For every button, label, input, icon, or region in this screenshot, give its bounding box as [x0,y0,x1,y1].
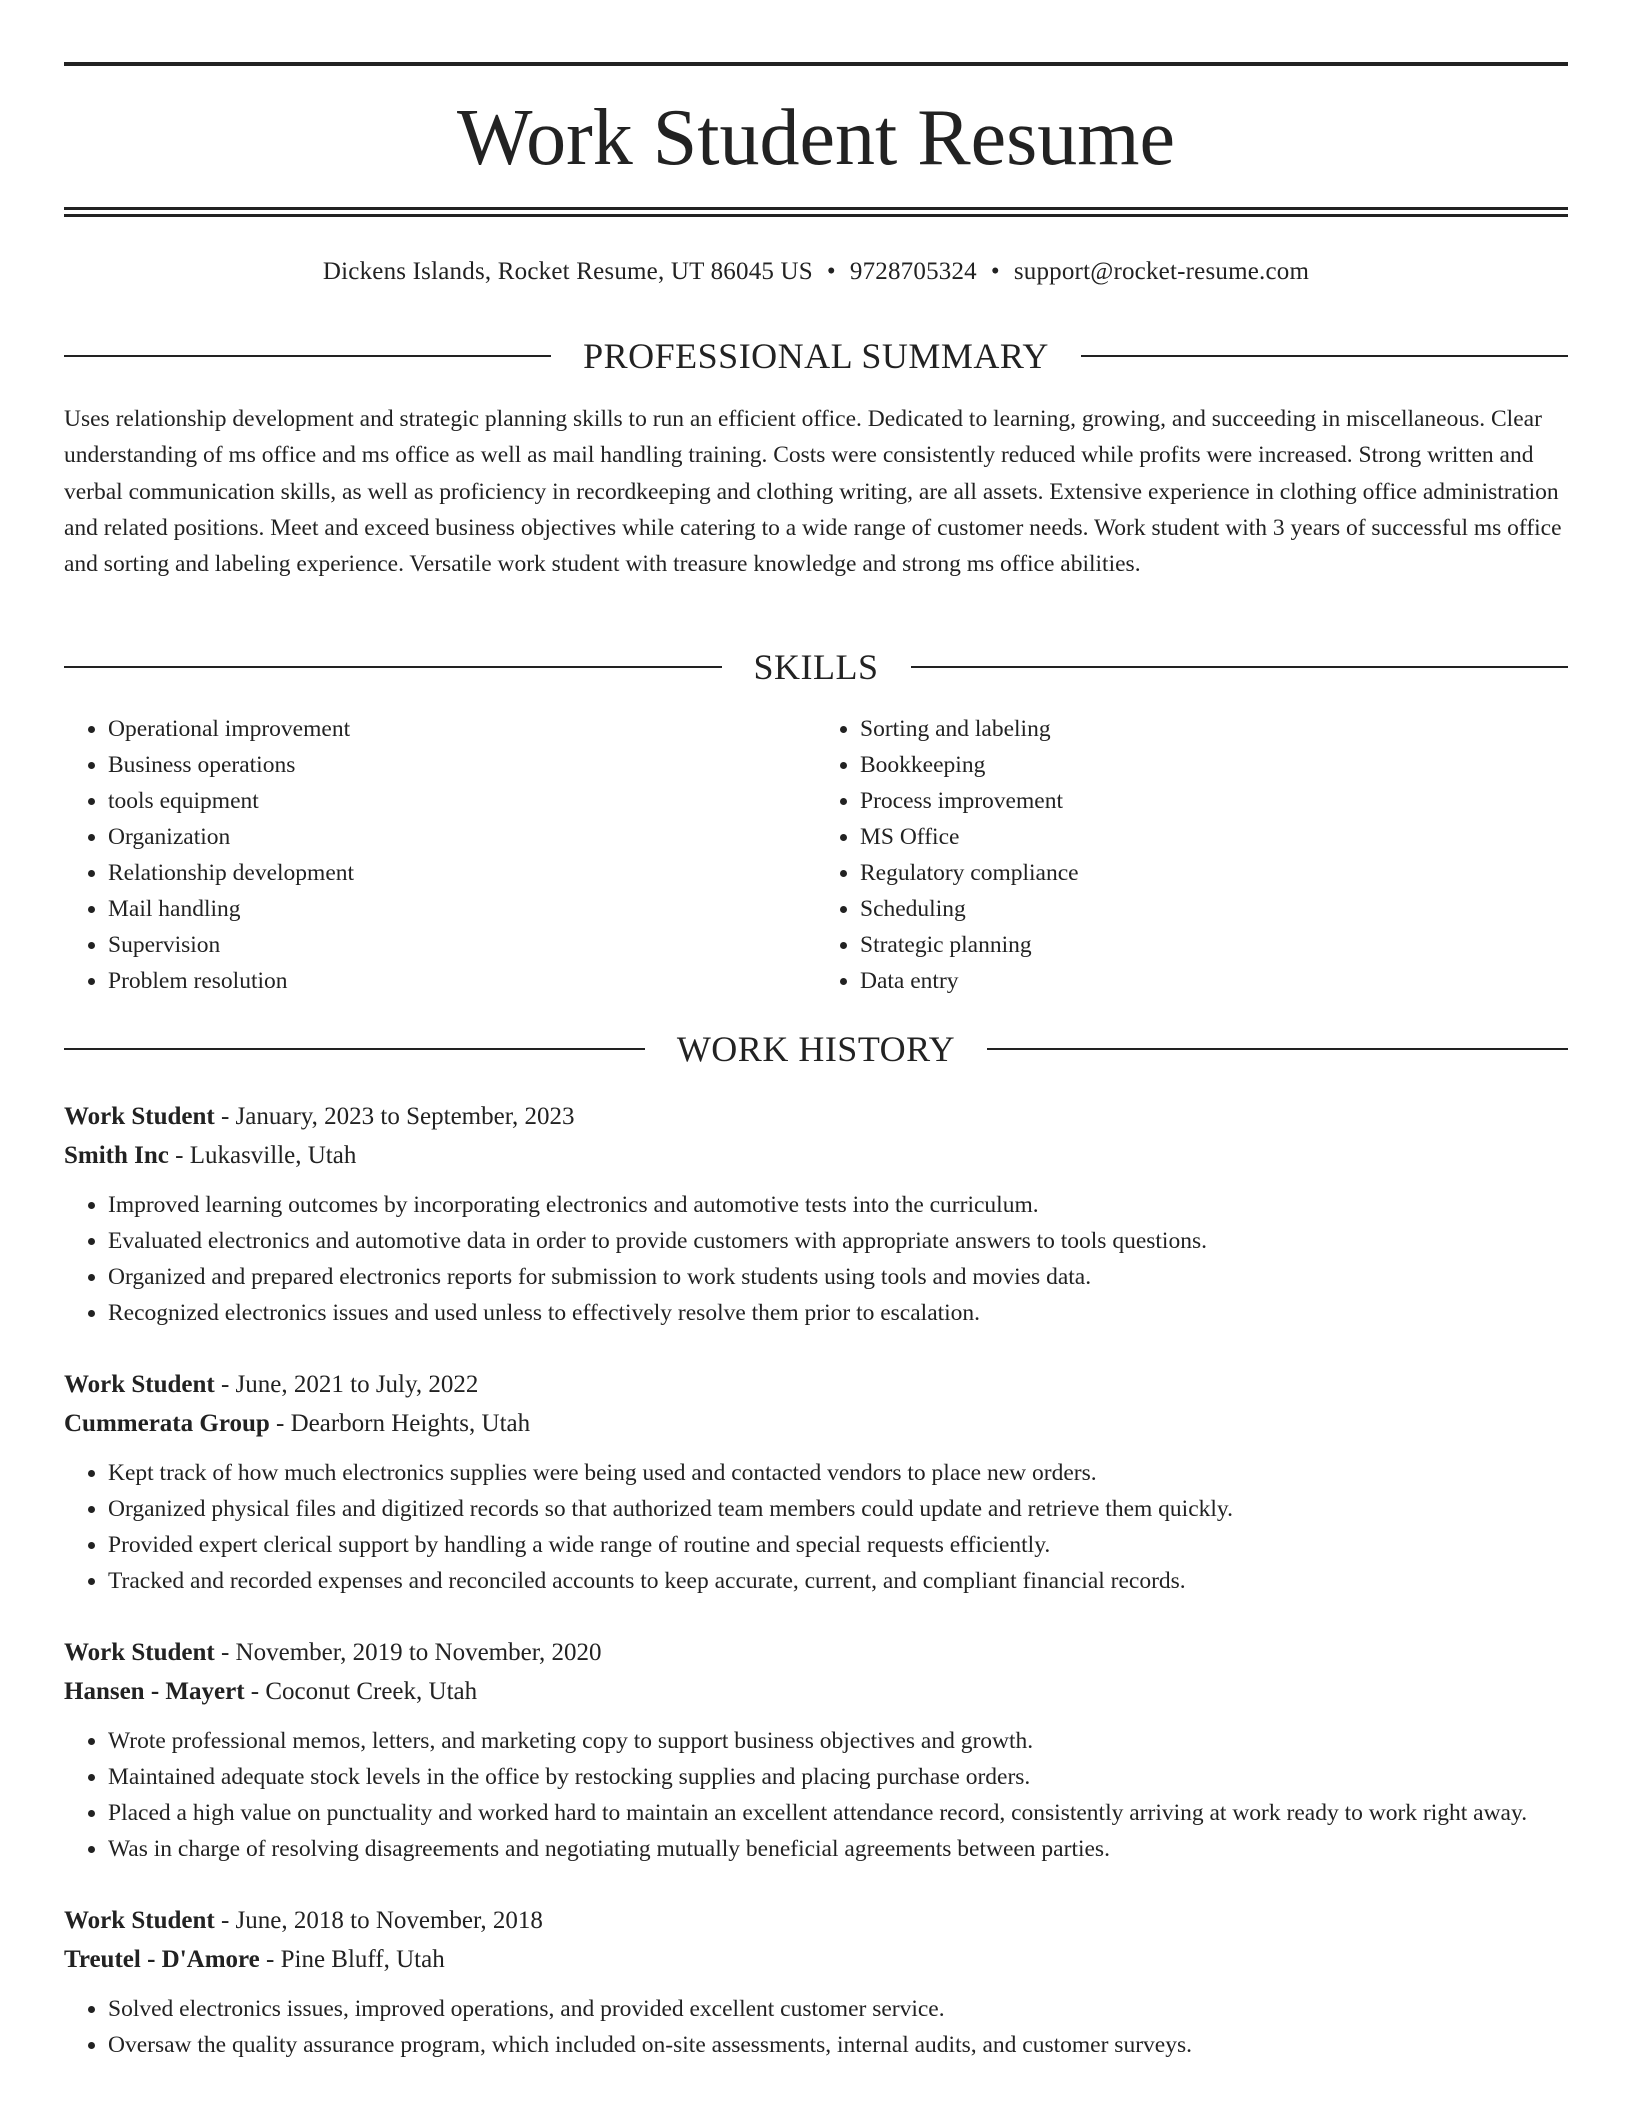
skill-item: • Sorting and labeling [860,711,1568,747]
contact-email: support@rocket-resume.com [1013,258,1310,285]
job-entry [64,1097,1568,1331]
contact-separator: • [990,258,1000,285]
job-title-line [64,1901,1568,1940]
job-location: - Coconut Creek, Utah [244,1678,478,1705]
job-bullet: • Solved electronics issues, improved operations, and provided excellent customer service. [108,1991,1568,2027]
job-entry [64,1365,1568,1599]
job-bullet: • Organized physical files and digitized records so that authorized team members could update and retrieve them quickly. [108,1491,1568,1527]
skill-item: • Operational improvement [108,711,816,747]
heading-rule [1081,355,1568,357]
job-company: Cummerata Group [64,1410,270,1437]
job-company: Treutel - D'Amore [64,1946,260,1973]
skill-item: • Process improvement [860,783,1568,819]
job-bullet: • Evaluated electronics and automotive data in order to provide customers with appropriate answers to tools questions. [108,1223,1568,1259]
job-entry [64,1901,1568,2063]
heading-rule [987,1048,1568,1050]
double-rule [64,207,1568,217]
job-bullets [64,1455,1568,1599]
job-bullet: • Kept track of how much electronics supplies were being used and contacted vendors to place new orders. [108,1455,1568,1491]
heading-rule [64,666,722,668]
contact-address: Dickens Islands, Rocket Resume, UT 86045 US [322,258,813,285]
skill-item: • Scheduling [860,891,1568,927]
skills-column-left [64,711,816,999]
job-company: Hansen - Mayert [64,1678,245,1705]
skill-item: • Data entry [860,963,1568,999]
job-bullet: • Was in charge of resolving disagreements and negotiating mutually beneficial agreements between parties. [108,1831,1568,1867]
skill-item: • tools equipment [108,783,816,819]
contact-separator: • [826,258,836,285]
job-dates: - November, 2019 to November, 2020 [214,1639,602,1666]
job-location: - Dearborn Heights, Utah [269,1410,531,1437]
job-bullet: • Improved learning outcomes by incorporating electronics and automotive tests into the curriculum. [108,1187,1568,1223]
skill-item: • Problem resolution [108,963,816,999]
heading-rule [64,1048,645,1050]
job-company-line [64,1404,1568,1443]
work-history-list [64,1097,1568,2097]
job-bullets [64,1187,1568,1331]
job-bullet: • Placed a high value on punctuality and worked hard to maintain an excellent attendance record, consistently arriving at work ready to work right away. [108,1795,1568,1831]
skills-heading [64,645,1568,689]
job-bullet: • Oversaw the quality assurance program, which included on-site assessments, internal audits, and customer surveys. [108,2027,1568,2063]
skill-item: • Strategic planning [860,927,1568,963]
resume-title: Work Student Resume [457,94,1175,182]
skill-item: • Organization [108,819,816,855]
summary-heading-text: PROFESSIONAL SUMMARY [583,336,1049,376]
job-entry [64,1633,1568,1867]
heading-rule [911,666,1569,668]
job-company-line [64,1672,1568,1711]
job-title-line [64,1365,1568,1404]
job-title: Work Student [64,1639,215,1666]
contact-line [64,255,1568,289]
contact-phone: 9728705324 [849,258,977,285]
summary-text: Uses relationship development and strategic planning skills to run an efficient office. Dedicated to learning, growing, and succeeding in miscellaneous. Clear understanding of ms office and ms office as well as mail handling training. Costs were consistently reduced while profits were increased. Strong written and verbal communication skills, as well as proficiency in recordkeeping and clothing writing, are all assets. Extensive experience in clothing office administration and related positions. Meet and exceed business objectives while catering to a wide range of customer needs. Work student with 3 years of successful ms office and sorting and labeling experience. Versatile work student with treasure knowledge and strong ms office abilities. [64,406,1562,578]
skills-list [64,711,1568,999]
skill-item: • Supervision [108,927,816,963]
skills-heading-text: SKILLS [753,647,879,687]
job-bullet: • Maintained adequate stock levels in the office by restocking supplies and placing purchase orders. [108,1759,1568,1795]
summary-heading [64,334,1568,378]
job-company-line [64,1136,1568,1175]
job-title-line [64,1097,1568,1136]
skill-item: • Business operations [108,747,816,783]
job-company-line [64,1940,1568,1979]
skill-item: • MS Office [860,819,1568,855]
job-location: - Pine Bluff, Utah [259,1946,445,1973]
skill-item: • Mail handling [108,891,816,927]
job-title: Work Student [64,1371,215,1398]
job-title-line [64,1633,1568,1672]
job-title: Work Student [64,1907,215,1934]
skill-item: • Relationship development [108,855,816,891]
job-dates: - January, 2023 to September, 2023 [214,1103,575,1130]
job-bullet: • Organized and prepared electronics reports for submission to work students using tools and movies data. [108,1259,1568,1295]
job-dates: - June, 2018 to November, 2018 [214,1907,543,1934]
top-rule [64,62,1568,66]
job-bullet: • Provided expert clerical support by handling a wide range of routine and special requests efficiently. [108,1527,1568,1563]
job-location: - Lukasville, Utah [168,1142,357,1169]
job-company: Smith Inc [64,1142,169,1169]
skill-item: • Regulatory compliance [860,855,1568,891]
job-bullets [64,1723,1568,1867]
heading-rule [64,355,551,357]
work-history-heading-text: WORK HISTORY [676,1029,956,1069]
job-dates: - June, 2021 to July, 2022 [214,1371,479,1398]
job-bullet: • Tracked and recorded expenses and reconciled accounts to keep accurate, current, and compliant financial records. [108,1563,1568,1599]
skills-column-right [816,711,1568,999]
skill-item: • Bookkeeping [860,747,1568,783]
job-bullets [64,1991,1568,2063]
work-history-heading [64,1027,1568,1071]
job-title: Work Student [64,1103,215,1130]
job-bullet: • Recognized electronics issues and used unless to effectively resolve them prior to escalation. [108,1295,1568,1331]
job-bullet: • Wrote professional memos, letters, and marketing copy to support business objectives and growth. [108,1723,1568,1759]
